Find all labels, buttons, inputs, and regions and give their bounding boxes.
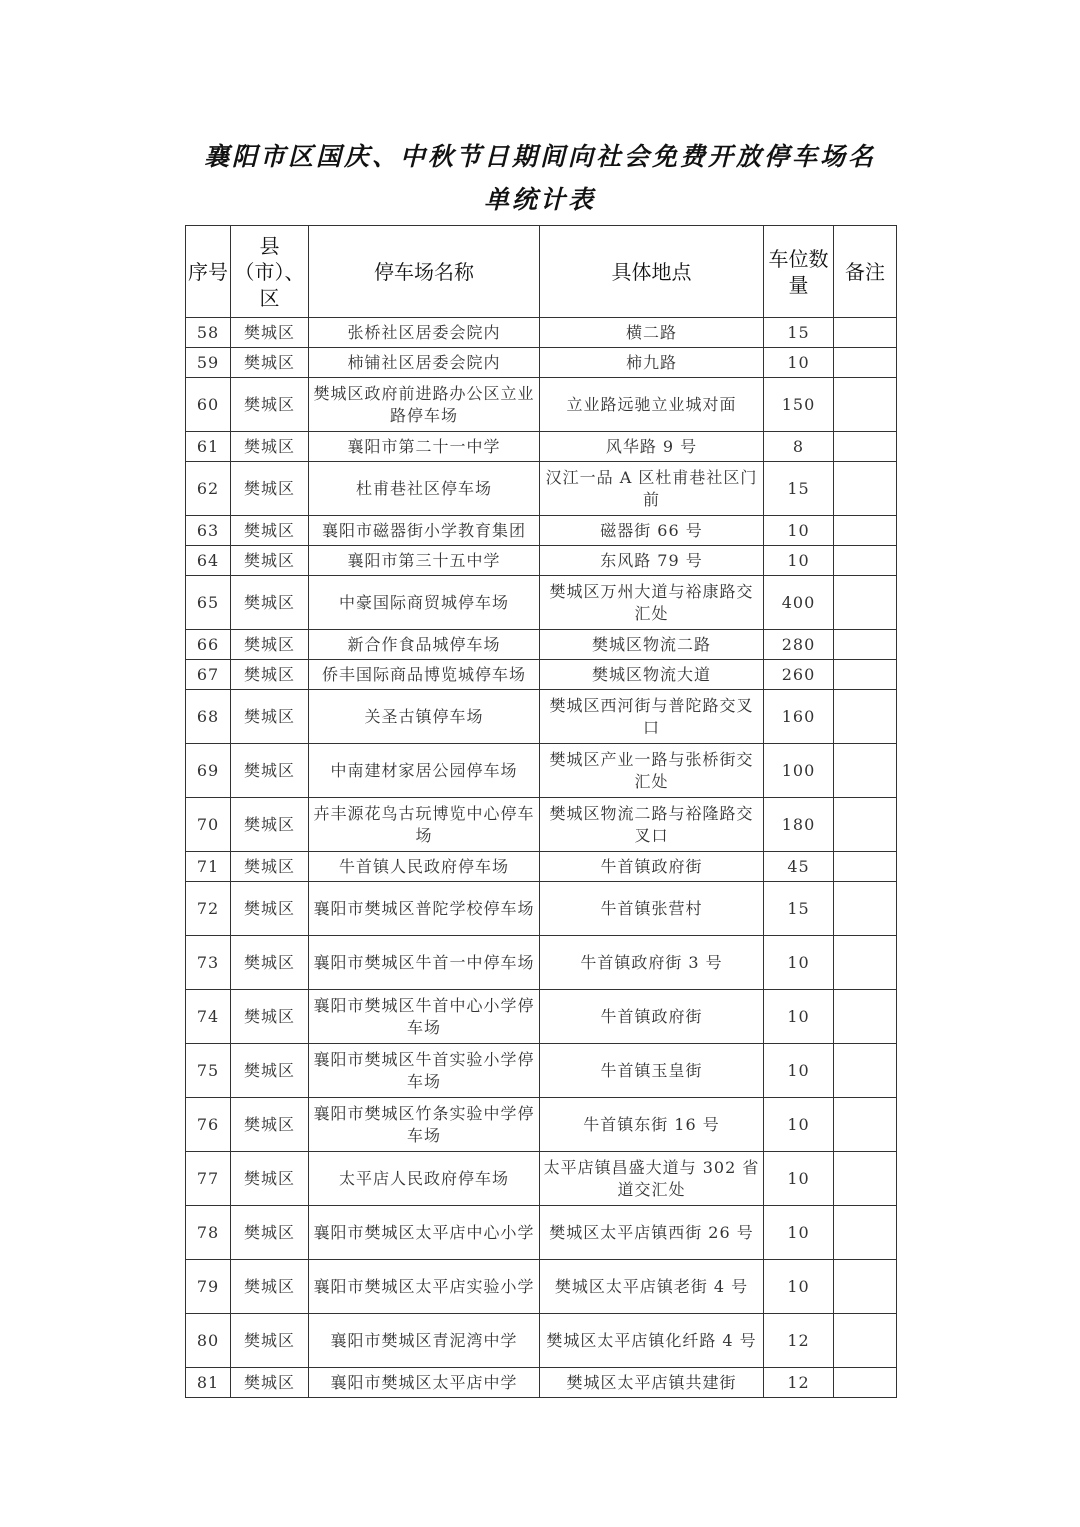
- cell-spaces: 15: [764, 318, 834, 348]
- cell-location: 樊城区西河街与普陀路交叉口: [540, 690, 764, 744]
- cell-name: 襄阳市樊城区普陀学校停车场: [309, 882, 540, 936]
- cell-no: 78: [186, 1206, 231, 1260]
- cell-district: 樊城区: [231, 516, 309, 546]
- cell-location: 樊城区产业一路与张桥街交汇处: [540, 744, 764, 798]
- cell-no: 64: [186, 546, 231, 576]
- cell-remark: [834, 798, 897, 852]
- cell-district: 樊城区: [231, 378, 309, 432]
- cell-spaces: 100: [764, 744, 834, 798]
- cell-district: 樊城区: [231, 1206, 309, 1260]
- table-row: [186, 318, 897, 348]
- cell-district: 樊城区: [231, 744, 309, 798]
- table-row: [186, 1206, 897, 1260]
- cell-location: 樊城区物流大道: [540, 660, 764, 690]
- cell-remark: [834, 660, 897, 690]
- cell-location: 樊城区太平店镇化纤路 4 号: [540, 1314, 764, 1368]
- cell-no: 79: [186, 1260, 231, 1314]
- cell-no: 63: [186, 516, 231, 546]
- cell-name: 襄阳市磁器街小学教育集团: [309, 516, 540, 546]
- table-row: [186, 798, 897, 852]
- cell-name: 中豪国际商贸城停车场: [309, 576, 540, 630]
- cell-district: 樊城区: [231, 1044, 309, 1098]
- cell-district: 樊城区: [231, 1368, 309, 1398]
- cell-name: 卉丰源花鸟古玩博览中心停车场: [309, 798, 540, 852]
- cell-location: 樊城区物流二路与裕隆路交叉口: [540, 798, 764, 852]
- cell-remark: [834, 852, 897, 882]
- cell-name: 襄阳市樊城区太平店实验小学: [309, 1260, 540, 1314]
- cell-spaces: 12: [764, 1314, 834, 1368]
- cell-name: 牛首镇人民政府停车场: [309, 852, 540, 882]
- cell-no: 76: [186, 1098, 231, 1152]
- cell-remark: [834, 318, 897, 348]
- cell-location: 牛首镇东街 16 号: [540, 1098, 764, 1152]
- cell-district: 樊城区: [231, 318, 309, 348]
- document-title-line-1: 襄阳市区国庆、中秋节日期间向社会免费开放停车场名: [203, 142, 876, 171]
- cell-location: 樊城区太平店镇西街 26 号: [540, 1206, 764, 1260]
- cell-district: 樊城区: [231, 1098, 309, 1152]
- cell-location: 牛首镇政府街: [540, 990, 764, 1044]
- table-row: [186, 690, 897, 744]
- cell-location: 太平店镇昌盛大道与 302 省道交汇处: [540, 1152, 764, 1206]
- table-row: [186, 348, 897, 378]
- cell-remark: [834, 690, 897, 744]
- cell-name: 新合作食品城停车场: [309, 630, 540, 660]
- table-row: [186, 1368, 897, 1398]
- cell-remark: [834, 1368, 897, 1398]
- cell-district: 樊城区: [231, 348, 309, 378]
- cell-remark: [834, 432, 897, 462]
- cell-district: 樊城区: [231, 1260, 309, 1314]
- cell-location: 牛首镇张营村: [540, 882, 764, 936]
- cell-no: 58: [186, 318, 231, 348]
- cell-district: 樊城区: [231, 990, 309, 1044]
- cell-location: 柿九路: [540, 348, 764, 378]
- cell-name: 樊城区政府前进路办公区立业路停车场: [309, 378, 540, 432]
- cell-name: 太平店人民政府停车场: [309, 1152, 540, 1206]
- cell-location: 东风路 79 号: [540, 546, 764, 576]
- cell-district: 樊城区: [231, 462, 309, 516]
- cell-no: 61: [186, 432, 231, 462]
- table-row: [186, 1260, 897, 1314]
- table-row: [186, 378, 897, 432]
- cell-no: 72: [186, 882, 231, 936]
- cell-name: 关圣古镇停车场: [309, 690, 540, 744]
- cell-no: 68: [186, 690, 231, 744]
- cell-location: 磁器街 66 号: [540, 516, 764, 546]
- cell-district: 樊城区: [231, 936, 309, 990]
- cell-name: 襄阳市第三十五中学: [309, 546, 540, 576]
- cell-no: 67: [186, 660, 231, 690]
- cell-district: 樊城区: [231, 576, 309, 630]
- cell-no: 81: [186, 1368, 231, 1398]
- table-row: [186, 462, 897, 516]
- cell-no: 74: [186, 990, 231, 1044]
- table-body: [186, 318, 897, 1398]
- table-row: [186, 630, 897, 660]
- table-row: [186, 1098, 897, 1152]
- table-row: [186, 936, 897, 990]
- cell-spaces: 10: [764, 1044, 834, 1098]
- column-header-spaces: 车位数量: [764, 226, 834, 318]
- cell-remark: [834, 378, 897, 432]
- table-row: [186, 660, 897, 690]
- cell-name: 襄阳市樊城区太平店中心小学: [309, 1206, 540, 1260]
- cell-spaces: 15: [764, 462, 834, 516]
- cell-no: 80: [186, 1314, 231, 1368]
- cell-remark: [834, 990, 897, 1044]
- cell-name: 襄阳市樊城区青泥湾中学: [309, 1314, 540, 1368]
- table-row: [186, 1044, 897, 1098]
- table-row: [186, 1314, 897, 1368]
- cell-name: 襄阳市第二十一中学: [309, 432, 540, 462]
- cell-spaces: 10: [764, 546, 834, 576]
- cell-remark: [834, 1260, 897, 1314]
- cell-no: 59: [186, 348, 231, 378]
- cell-location: 牛首镇玉皇街: [540, 1044, 764, 1098]
- cell-spaces: 10: [764, 990, 834, 1044]
- cell-spaces: 150: [764, 378, 834, 432]
- cell-district: 樊城区: [231, 798, 309, 852]
- cell-district: 樊城区: [231, 1314, 309, 1368]
- cell-remark: [834, 516, 897, 546]
- cell-location: 横二路: [540, 318, 764, 348]
- cell-district: 樊城区: [231, 1152, 309, 1206]
- cell-name: 襄阳市樊城区太平店中学: [309, 1368, 540, 1398]
- cell-no: 66: [186, 630, 231, 660]
- cell-remark: [834, 1152, 897, 1206]
- cell-location: 樊城区太平店镇老街 4 号: [540, 1260, 764, 1314]
- cell-spaces: 10: [764, 1206, 834, 1260]
- cell-spaces: 160: [764, 690, 834, 744]
- cell-spaces: 180: [764, 798, 834, 852]
- cell-district: 樊城区: [231, 882, 309, 936]
- cell-district: 樊城区: [231, 852, 309, 882]
- cell-remark: [834, 1098, 897, 1152]
- column-header-location: 具体地点: [540, 226, 764, 318]
- cell-no: 65: [186, 576, 231, 630]
- table-row: [186, 1152, 897, 1206]
- document-title-line-2: 单统计表: [483, 185, 596, 214]
- cell-remark: [834, 936, 897, 990]
- column-header-district: 县（市）、区: [231, 226, 309, 318]
- cell-district: 樊城区: [231, 630, 309, 660]
- cell-remark: [834, 1206, 897, 1260]
- cell-name: 侨丰国际商品博览城停车场: [309, 660, 540, 690]
- cell-no: 60: [186, 378, 231, 432]
- cell-location: 牛首镇政府街: [540, 852, 764, 882]
- cell-remark: [834, 462, 897, 516]
- cell-name: 襄阳市樊城区牛首实验小学停车场: [309, 1044, 540, 1098]
- cell-name: 襄阳市樊城区竹条实验中学停车场: [309, 1098, 540, 1152]
- cell-remark: [834, 546, 897, 576]
- table-row: [186, 576, 897, 630]
- cell-spaces: 10: [764, 348, 834, 378]
- cell-remark: [834, 1314, 897, 1368]
- cell-location: 牛首镇政府街 3 号: [540, 936, 764, 990]
- cell-spaces: 260: [764, 660, 834, 690]
- cell-spaces: 12: [764, 1368, 834, 1398]
- cell-spaces: 8: [764, 432, 834, 462]
- cell-no: 71: [186, 852, 231, 882]
- cell-no: 69: [186, 744, 231, 798]
- table-header-row: [186, 226, 897, 318]
- table-row: [186, 546, 897, 576]
- table-row: [186, 852, 897, 882]
- cell-spaces: 45: [764, 852, 834, 882]
- cell-spaces: 400: [764, 576, 834, 630]
- table-row: [186, 882, 897, 936]
- cell-no: 75: [186, 1044, 231, 1098]
- cell-location: 汉江一品 A 区杜甫巷社区门前: [540, 462, 764, 516]
- cell-location: 樊城区万州大道与裕康路交汇处: [540, 576, 764, 630]
- cell-no: 70: [186, 798, 231, 852]
- column-header-no: 序号: [186, 226, 231, 318]
- cell-district: 樊城区: [231, 546, 309, 576]
- cell-location: 樊城区太平店镇共建街: [540, 1368, 764, 1398]
- cell-district: 樊城区: [231, 432, 309, 462]
- cell-remark: [834, 348, 897, 378]
- cell-name: 柿铺社区居委会院内: [309, 348, 540, 378]
- cell-remark: [834, 630, 897, 660]
- cell-no: 73: [186, 936, 231, 990]
- cell-spaces: 15: [764, 882, 834, 936]
- cell-name: 杜甫巷社区停车场: [309, 462, 540, 516]
- table-row: [186, 744, 897, 798]
- table-row: [186, 432, 897, 462]
- cell-name: 襄阳市樊城区牛首一中停车场: [309, 936, 540, 990]
- cell-spaces: 10: [764, 1098, 834, 1152]
- cell-location: 樊城区物流二路: [540, 630, 764, 660]
- cell-remark: [834, 882, 897, 936]
- cell-location: 风华路 9 号: [540, 432, 764, 462]
- cell-no: 77: [186, 1152, 231, 1206]
- cell-spaces: 10: [764, 516, 834, 546]
- cell-remark: [834, 744, 897, 798]
- cell-name: 中南建材家居公园停车场: [309, 744, 540, 798]
- cell-remark: [834, 576, 897, 630]
- table-row: [186, 990, 897, 1044]
- column-header-remark: 备注: [834, 226, 897, 318]
- table-row: [186, 516, 897, 546]
- column-header-name: 停车场名称: [309, 226, 540, 318]
- cell-no: 62: [186, 462, 231, 516]
- cell-spaces: 280: [764, 630, 834, 660]
- cell-district: 樊城区: [231, 660, 309, 690]
- cell-spaces: 10: [764, 1260, 834, 1314]
- cell-name: 张桥社区居委会院内: [309, 318, 540, 348]
- parking-lot-table: [185, 225, 897, 1398]
- cell-district: 樊城区: [231, 690, 309, 744]
- cell-name: 襄阳市樊城区牛首中心小学停车场: [309, 990, 540, 1044]
- cell-spaces: 10: [764, 936, 834, 990]
- cell-location: 立业路远驰立业城对面: [540, 378, 764, 432]
- cell-remark: [834, 1044, 897, 1098]
- cell-spaces: 10: [764, 1152, 834, 1206]
